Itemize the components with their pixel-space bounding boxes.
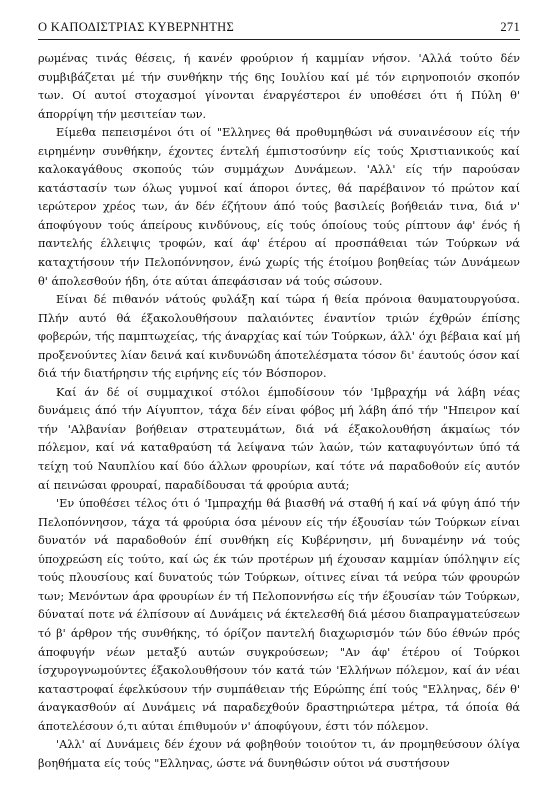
- page-number: 271: [500, 20, 520, 34]
- running-head: [38, 20, 520, 38]
- body-text: [38, 50, 520, 773]
- paragraph: ρωμένας τινάς θέσεις, ή κανέν φρούριον ή καμμίαν νήσον. 'Αλλά τούτο δέν συμβιβάζεται μέ τήν συνθήκην τής 6ης Ιουλίου καί μέ τόν ειρηνοποιόν σκοπόν των. Οί αυτοί στοχασμοί γίνονται έναργέστεροι έν υποθέσει ότι ή Πύλη θ' άπορρίψη τήν μεσιτείαν των.: [38, 52, 520, 121]
- paragraph: 'Εν ύποθέσει τέλος ότι ό 'Ιμπραχήμ θά βιασθή νά σταθή ή καί νά φύγη άπό τήν Πελοπόννησον, τάχα τά φρούρια όσα μένουν είς τήν έξουσίαν τών Τούρκων είναι δυνατόν νά παραδοθούν έπί συνθήκη είς Κυβέρνησιν, μή δυναμένην νά τούς ύποχρεώση είς τούτο, καί ώς έκ τών προτέρων μή έχουσαν καμμίαν ύπόληψιν είς τούς πλουσίους καί δυνατούς τών Τούρκων, οίτινες είναι τά νεύρα τών φρουρών των; Μενόντων άρα φρουρίων έν τή Πελοποννήσω είς τήν έξουσίαν τών Τούρκων, δύναταί ποτε νά έλπίσουν αί Δυνάμεις νά έκτελεσθή διά μέσου διαπραγματεύσεων τό β' άρθρον τής συνθήκης, τό όρίζον παντελή διαχωρισμόν τών δύο έθνών πρός άποφυγήν νέων μεταξύ αυτών συγκρούσεων; "Αν άφ' έτέρου οί Τούρκοι ίσχυρογνωμούντες έξακολουθήσουν τόν κατά τών 'Ελλήνων πόλεμον, καί άν νέαι καταστροφαί έφελκύσουν τήν συμπάθειαν τής Εύρώπης έπί τούς "Ελληνας, δέν θ' άναγκασθούν αί Δυνάμεις νά παραδεχθούν δραστηριώτερα μέτρα, τά όποία θά άποτελέσουν ό,τι αύται έπιθυμούν ν' άποφύγουν, έστι τόν πόλεμον.: [38, 497, 520, 733]
- running-title: Ο ΚΑΠΟΔΙΣΤΡΙΑΣ ΚΥΒΕΡΝΗΤΗΣ: [38, 20, 235, 34]
- paragraph: Είμεθα πεπεισμένοι ότι οί "Ελληνες θά προθυμηθώσι νά συναινέσουν είς τήν ειρημένην συνθήκην, έχοντες έντελή έμπιστοσύνην είς τούς Χριστιανικούς καί καλοκαγάθους σκοπούς τών συμμάχων Δυνάμεων. 'Αλλ' είς τήν παρούσαν κατάστασίν των όλως γυμνοί καί άποροι όντες, θά παρέβαινον τό πρώτον καί ιερώτερον χρέος των, άν δέν έζήτουν άπό τούς βασιλείς βοήθειάν τινα, διά ν' άποφύγουν τούς άπείρους κινδύνους, είς τούς όποίους τούς ρίπτουν άφ' ένός ή παντελής έλλειψις τροφών, καί άφ' έτέρου αί προσπάθειαι τών Τούρκων νά καταχτήσουν τήν Πελοπόννησον, ένώ χωρίς τής έτοίμου βοηθείας τών Δυνάμεων θ' άπολεσθούν ήδη, ότε αύται άπεφάσισαν νά τούς σώσουν.: [38, 126, 520, 288]
- header-rule: [38, 39, 520, 40]
- paragraph: Καί άν δέ οί συμμαχικοί στόλοι έμποδίσουν τόν 'Ιμβραχήμ νά λάβη νέας δυνάμεις άπό τήν Αίγυπτον, τάχα δέν είναι φόβος μή λάβη άπό τήν "Ηπειρον καί τήν 'Αλβανίαν βοήθειαν στρατευμάτων, διά νά έξακολουθήση άκμαίως τόν πόλεμον, καί νά καταθραύση τά λείψανα τών λαών, τών καταφυγόντων ύπό τά τείχη τού Ναυπλίου καί δύο άλλων φρουρίων, καί τότε νά παραδοθούν είς αυτόν αί πεινώσαι φρουραί, παραδίδουσαι τά φρούρια αυτά;: [38, 385, 520, 492]
- paragraph: 'Αλλ' αί Δυνάμεις δέν έχουν νά φοβηθούν τοιούτον τι, άν προμηθεύσουν όλίγα βοηθήματα είς τούς "Ελληνας, ώστε νά δυνηθώσιν ούτοι νά συστήσουν: [38, 738, 520, 770]
- paragraph: Είναι δέ πιθανόν νάτούς φυλάξη καί τώρα ή θεία πρόνοια θαυματουργούσα. Πλήν αυτό θά έξακολουθήσουν παλαιόντες έναντίον τριών έχθρών έπίσης φοβερών, τής παμπτωχείας, τής άναρχίας καί τών Τούρκων, άλλ' όχι βέβαια καί μή προξενούντες λίαν δεινά καί κινδυνώδη άποτελέσματα τόσον δι' έαυτούς όσον καί διά τήν διατήρησιν τής ειρήνης είς τόν Βόσπορον.: [38, 293, 520, 381]
